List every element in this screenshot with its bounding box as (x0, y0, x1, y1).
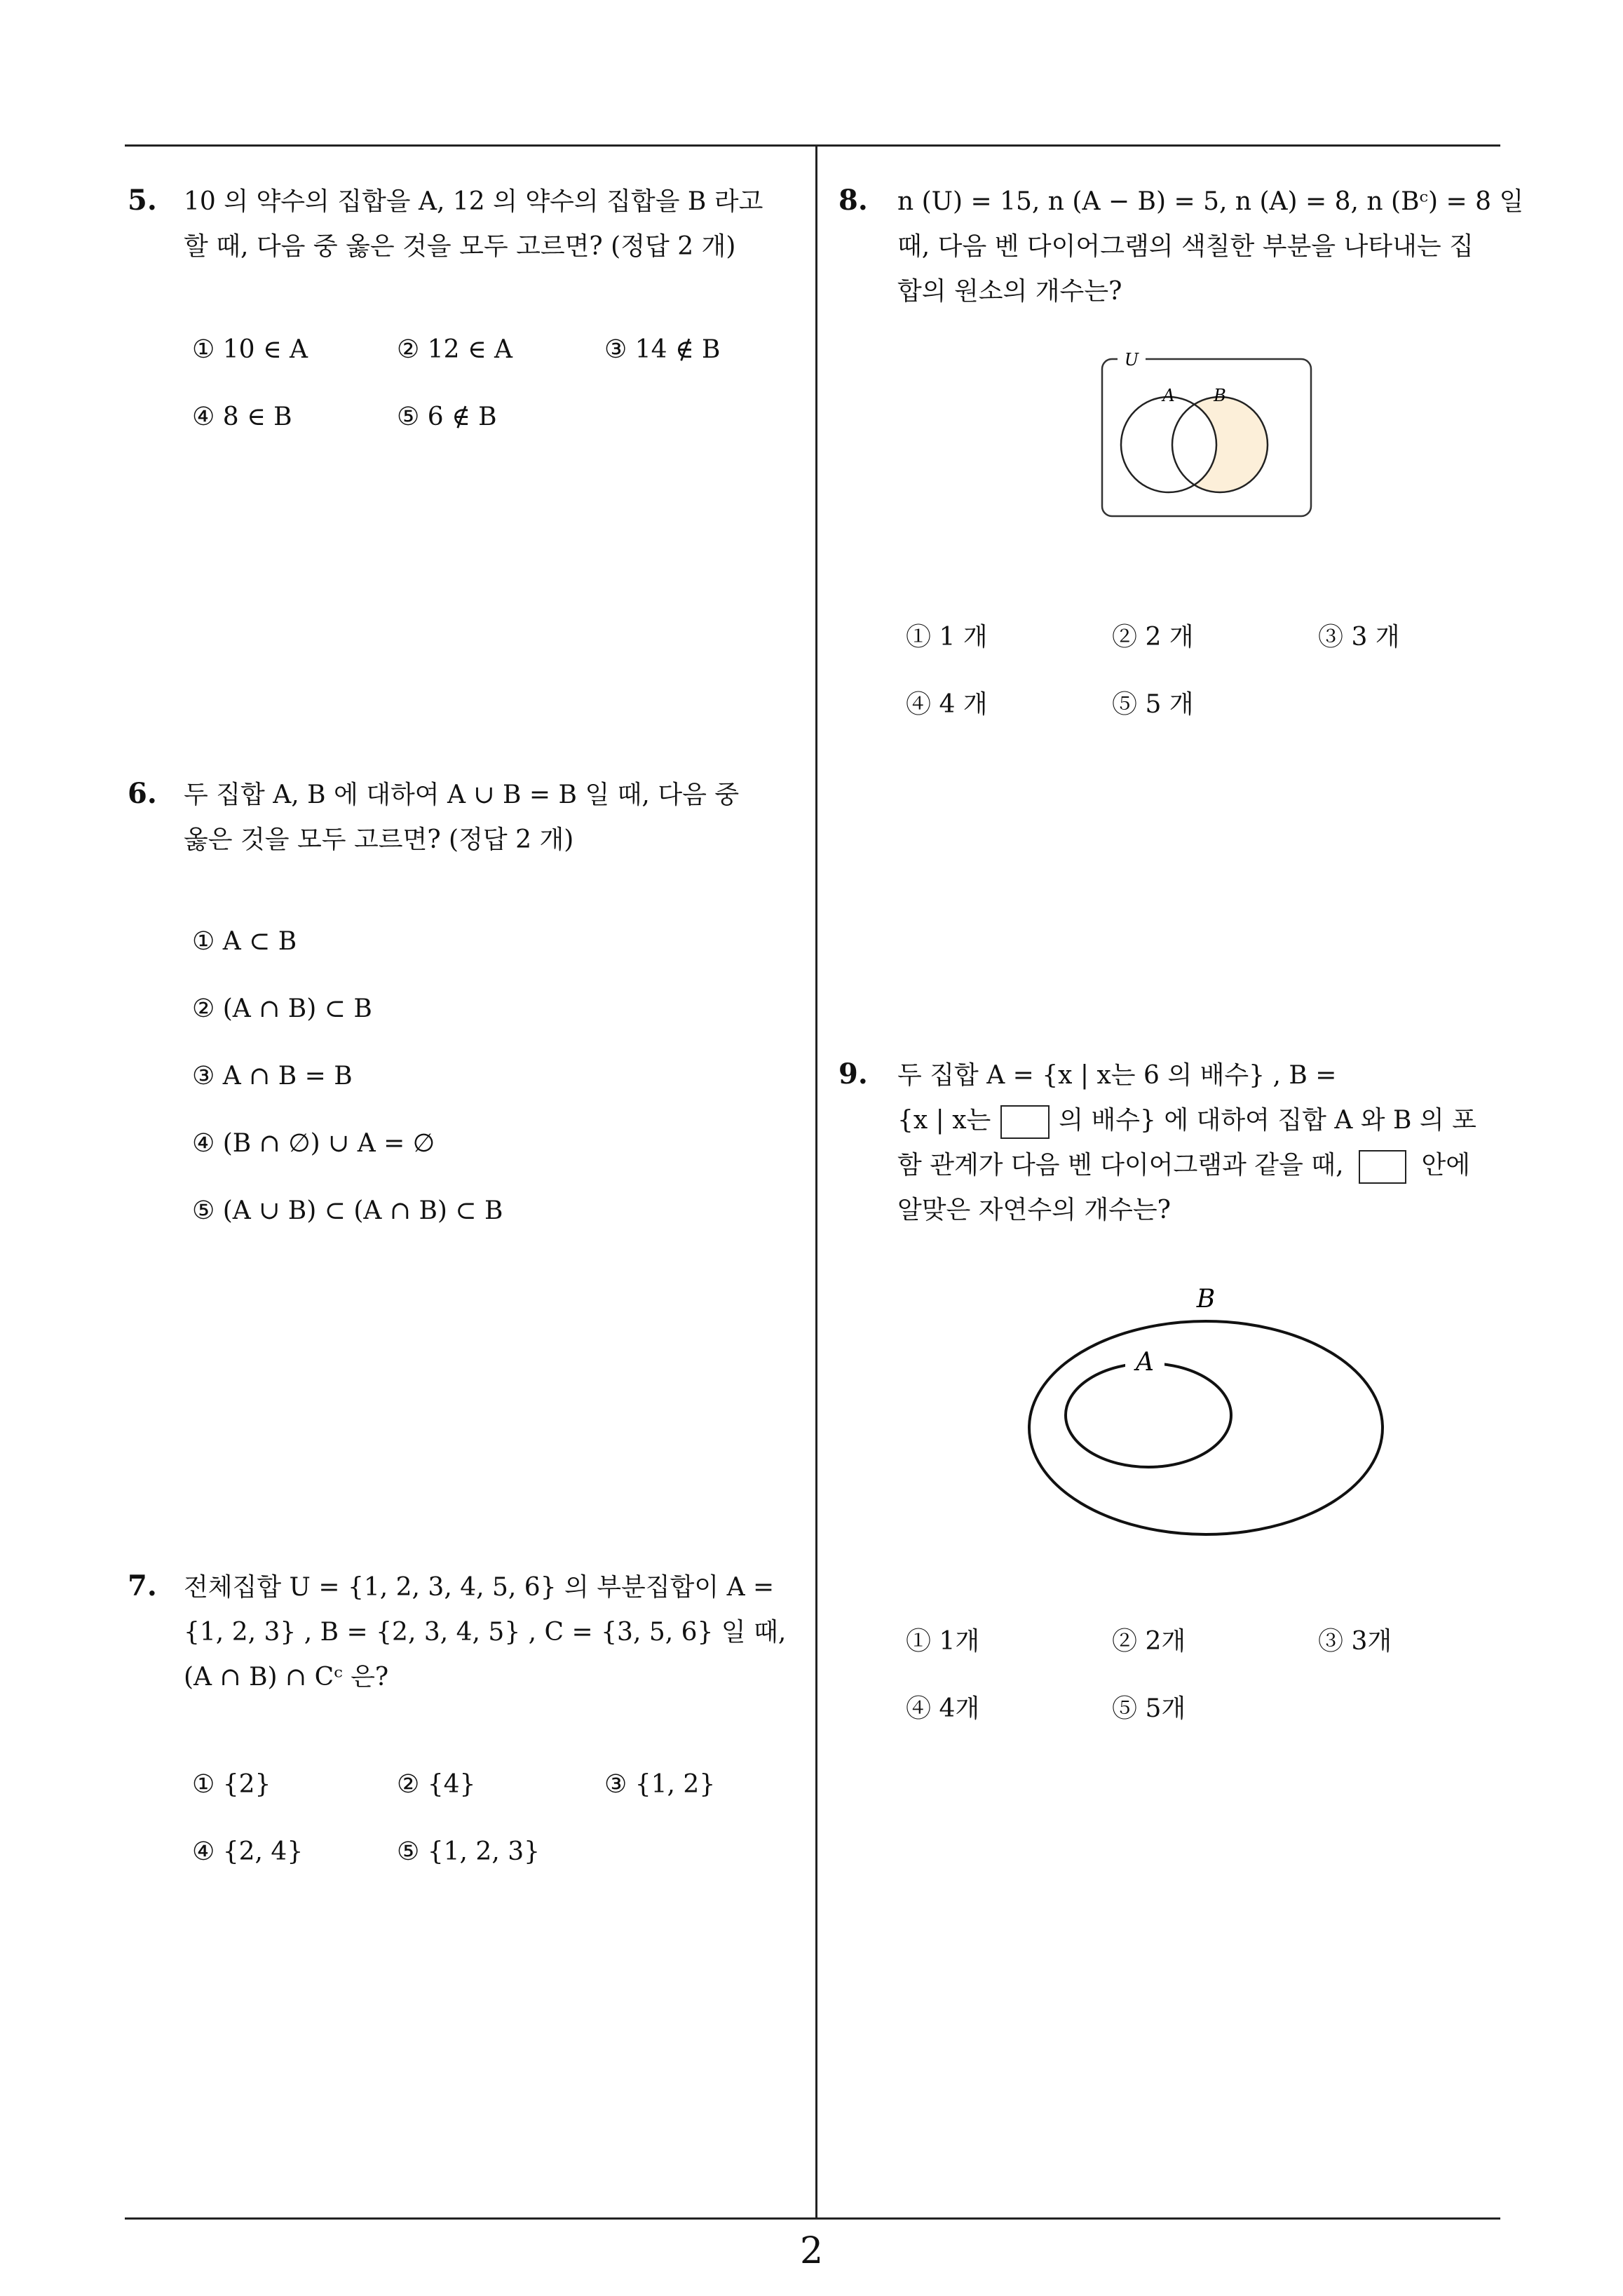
question-stem (897, 1053, 1476, 1233)
choice-3[interactable]: ③ A ∩ B = B (192, 1062, 353, 1090)
stem-part: {x | x는 (897, 1106, 991, 1135)
choice-3[interactable]: ③ 14 ∉ B (604, 335, 721, 364)
choice-4[interactable]: ④ 8 ∈ B (192, 403, 292, 431)
stem-line: 옳은 것을 모두 고르면? (정답 2 개) (184, 825, 574, 854)
question-stem (184, 180, 763, 269)
choice-1[interactable]: ① A ⊂ B (192, 927, 297, 956)
question-stem (184, 1565, 786, 1700)
choice-4[interactable]: ④ (B ∩ ∅) ∪ A = ∅ (192, 1129, 435, 1158)
inner-set-ellipse (1066, 1363, 1231, 1467)
page-number: 2 (799, 2230, 824, 2272)
question-number: 9. (838, 1058, 868, 1090)
stem-line: 10 의 약수의 집합을 A, 12 의 약수의 집합을 B 라고 (184, 187, 763, 216)
stem-line: (A ∩ B) ∩ Cᶜ 은? (184, 1663, 389, 1691)
bottom-rule (125, 2217, 1500, 2220)
inner-set-label: A (1136, 1348, 1154, 1377)
choice-2[interactable]: ② 12 ∈ A (397, 335, 513, 364)
question-stem (184, 773, 739, 863)
stem-line: {1, 2, 3} , B = {2, 3, 4, 5} , C = {3, 5, 6} 일 때, (184, 1618, 787, 1647)
stem-line (897, 1098, 1476, 1143)
venn-diagram (1094, 348, 1318, 523)
choice-5[interactable]: ⑤ 5개 (1112, 1694, 1186, 1723)
stem-line (897, 1143, 1476, 1188)
set-b-label: B (1214, 386, 1226, 405)
question-number: 8. (838, 184, 868, 217)
choice-5[interactable]: ⑤ {1, 2, 3} (397, 1837, 541, 1866)
stem-line: 두 집합 A = {x | x는 6 의 배수} , B = (897, 1061, 1337, 1090)
choice-1[interactable]: ① {2} (192, 1770, 271, 1799)
stem-line: 때, 다음 벤 다이어그램의 색칠한 부분을 나타내는 집 (897, 232, 1474, 261)
choice-4[interactable]: ④ {2, 4} (192, 1837, 304, 1866)
venn-diagram-subset (1017, 1276, 1395, 1543)
choice-2[interactable]: ② {4} (397, 1770, 476, 1799)
choice-5[interactable]: ⑤ 6 ∉ B (397, 403, 497, 431)
question-number: 7. (128, 1569, 157, 1602)
choice-2[interactable]: ② (A ∩ B) ⊂ B (192, 994, 372, 1023)
choice-1[interactable]: ① 1 개 (906, 623, 988, 651)
stem-line: 합의 원소의 개수는? (897, 277, 1122, 306)
choice-4[interactable]: ④ 4개 (906, 1694, 980, 1723)
outer-set-label: B (1196, 1285, 1216, 1314)
top-rule (125, 144, 1500, 147)
blank-box[interactable] (1000, 1105, 1050, 1139)
set-a-label: A (1162, 386, 1175, 405)
blank-box[interactable] (1359, 1150, 1406, 1184)
stem-line: n (U) = 15, n (A − B) = 5, n (A) = 8, n (Bᶜ) = 8 일 (897, 187, 1524, 216)
choice-2[interactable]: ② 2 개 (1112, 623, 1194, 651)
choice-5[interactable]: ⑤ (A ∪ B) ⊂ (A ∩ B) ⊂ B (192, 1196, 503, 1225)
stem-line: 두 집합 A, B 에 대하여 A ∪ B = B 일 때, 다음 중 (184, 781, 740, 809)
choice-1[interactable]: ① 1개 (906, 1627, 980, 1656)
universe-label: U (1124, 350, 1139, 370)
column-divider (815, 144, 817, 2217)
stem-part: 함 관계가 다음 벤 다이어그램과 같을 때, (897, 1151, 1344, 1180)
choice-3[interactable]: ③ 3 개 (1318, 623, 1400, 651)
choice-4[interactable]: ④ 4 개 (906, 690, 988, 719)
question-number: 6. (128, 777, 157, 810)
choice-1[interactable]: ① 10 ∈ A (192, 335, 308, 364)
question-stem (897, 180, 1523, 314)
choice-2[interactable]: ② 2개 (1112, 1627, 1186, 1656)
choice-3[interactable]: ③ 3개 (1318, 1627, 1392, 1656)
stem-part: 안에 (1421, 1151, 1470, 1180)
outer-set-ellipse (1029, 1321, 1383, 1534)
choice-3[interactable]: ③ {1, 2} (604, 1770, 716, 1799)
stem-part: 의 배수} 에 대하여 집합 A 와 B 의 포 (1059, 1106, 1476, 1135)
choice-5[interactable]: ⑤ 5 개 (1112, 690, 1194, 719)
question-number: 5. (128, 184, 157, 217)
stem-line: 할 때, 다음 중 옳은 것을 모두 고르면? (정답 2 개) (184, 232, 736, 261)
stem-line: 알맞은 자연수의 개수는? (897, 1196, 1171, 1224)
stem-line: 전체집합 U = {1, 2, 3, 4, 5, 6} 의 부분집합이 A = (184, 1573, 775, 1602)
